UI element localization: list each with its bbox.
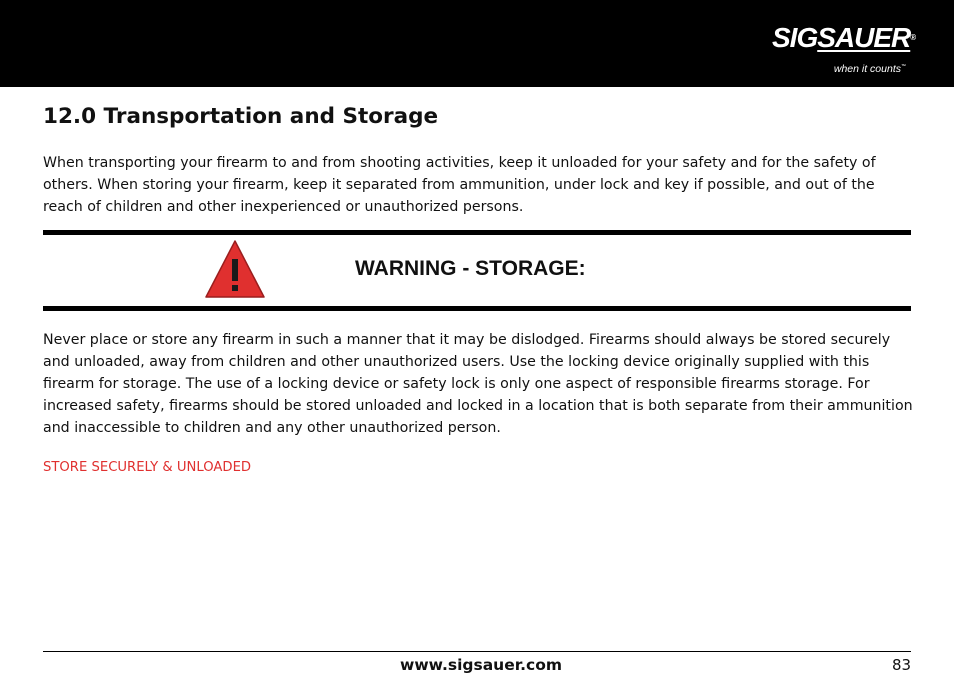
footer-rule	[43, 651, 911, 652]
logo-registered-mark: ®	[910, 33, 916, 42]
logo-sauer-text: SAUER	[817, 22, 911, 53]
warning-bottom-rule	[43, 306, 911, 311]
header-bar	[0, 0, 954, 87]
warning-body-paragraph: Never place or store any firearm in such a manner that it may be dislodged. Firearms should always be stored securely and unloaded, away from children and other unauthorized users. Use the locking device originally supplied with this firearm for storage. The use of a locking device or safety lock is only one aspect of responsible firearms storage. For increased safety, firearms should be stored unloaded and locked in a location that is both separate from their ammunition and inaccessible to children and any other unauthorized person.	[43, 332, 913, 436]
sig-sauer-logo	[772, 22, 916, 78]
store-securely-note: STORE SECURELY & UNLOADED	[43, 460, 252, 475]
intro-paragraph: When transporting your firearm to and from shooting activities, keep it unloaded for your safety and for the safety of others. When storing your firearm, keep it separated from ammunition, under lock and key if possible, and out of the reach of children and other inexperienced or unauthorized persons.	[43, 155, 876, 215]
warning-triangle-icon	[204, 238, 266, 300]
warning-title: WARNING - STORAGE:	[355, 257, 586, 280]
page-number: 83	[892, 656, 912, 674]
footer-url: www.sigsauer.com	[400, 656, 563, 674]
section-title: 12.0 Transportation and Storage	[43, 104, 439, 129]
logo-wordmark	[772, 22, 916, 54]
logo-sig-text: SIG	[772, 22, 818, 53]
logo-tagline	[834, 63, 906, 75]
logo-trademark: ™	[901, 63, 906, 70]
warning-top-rule	[43, 230, 911, 235]
logo-tagline-text: when it counts	[833, 63, 901, 75]
